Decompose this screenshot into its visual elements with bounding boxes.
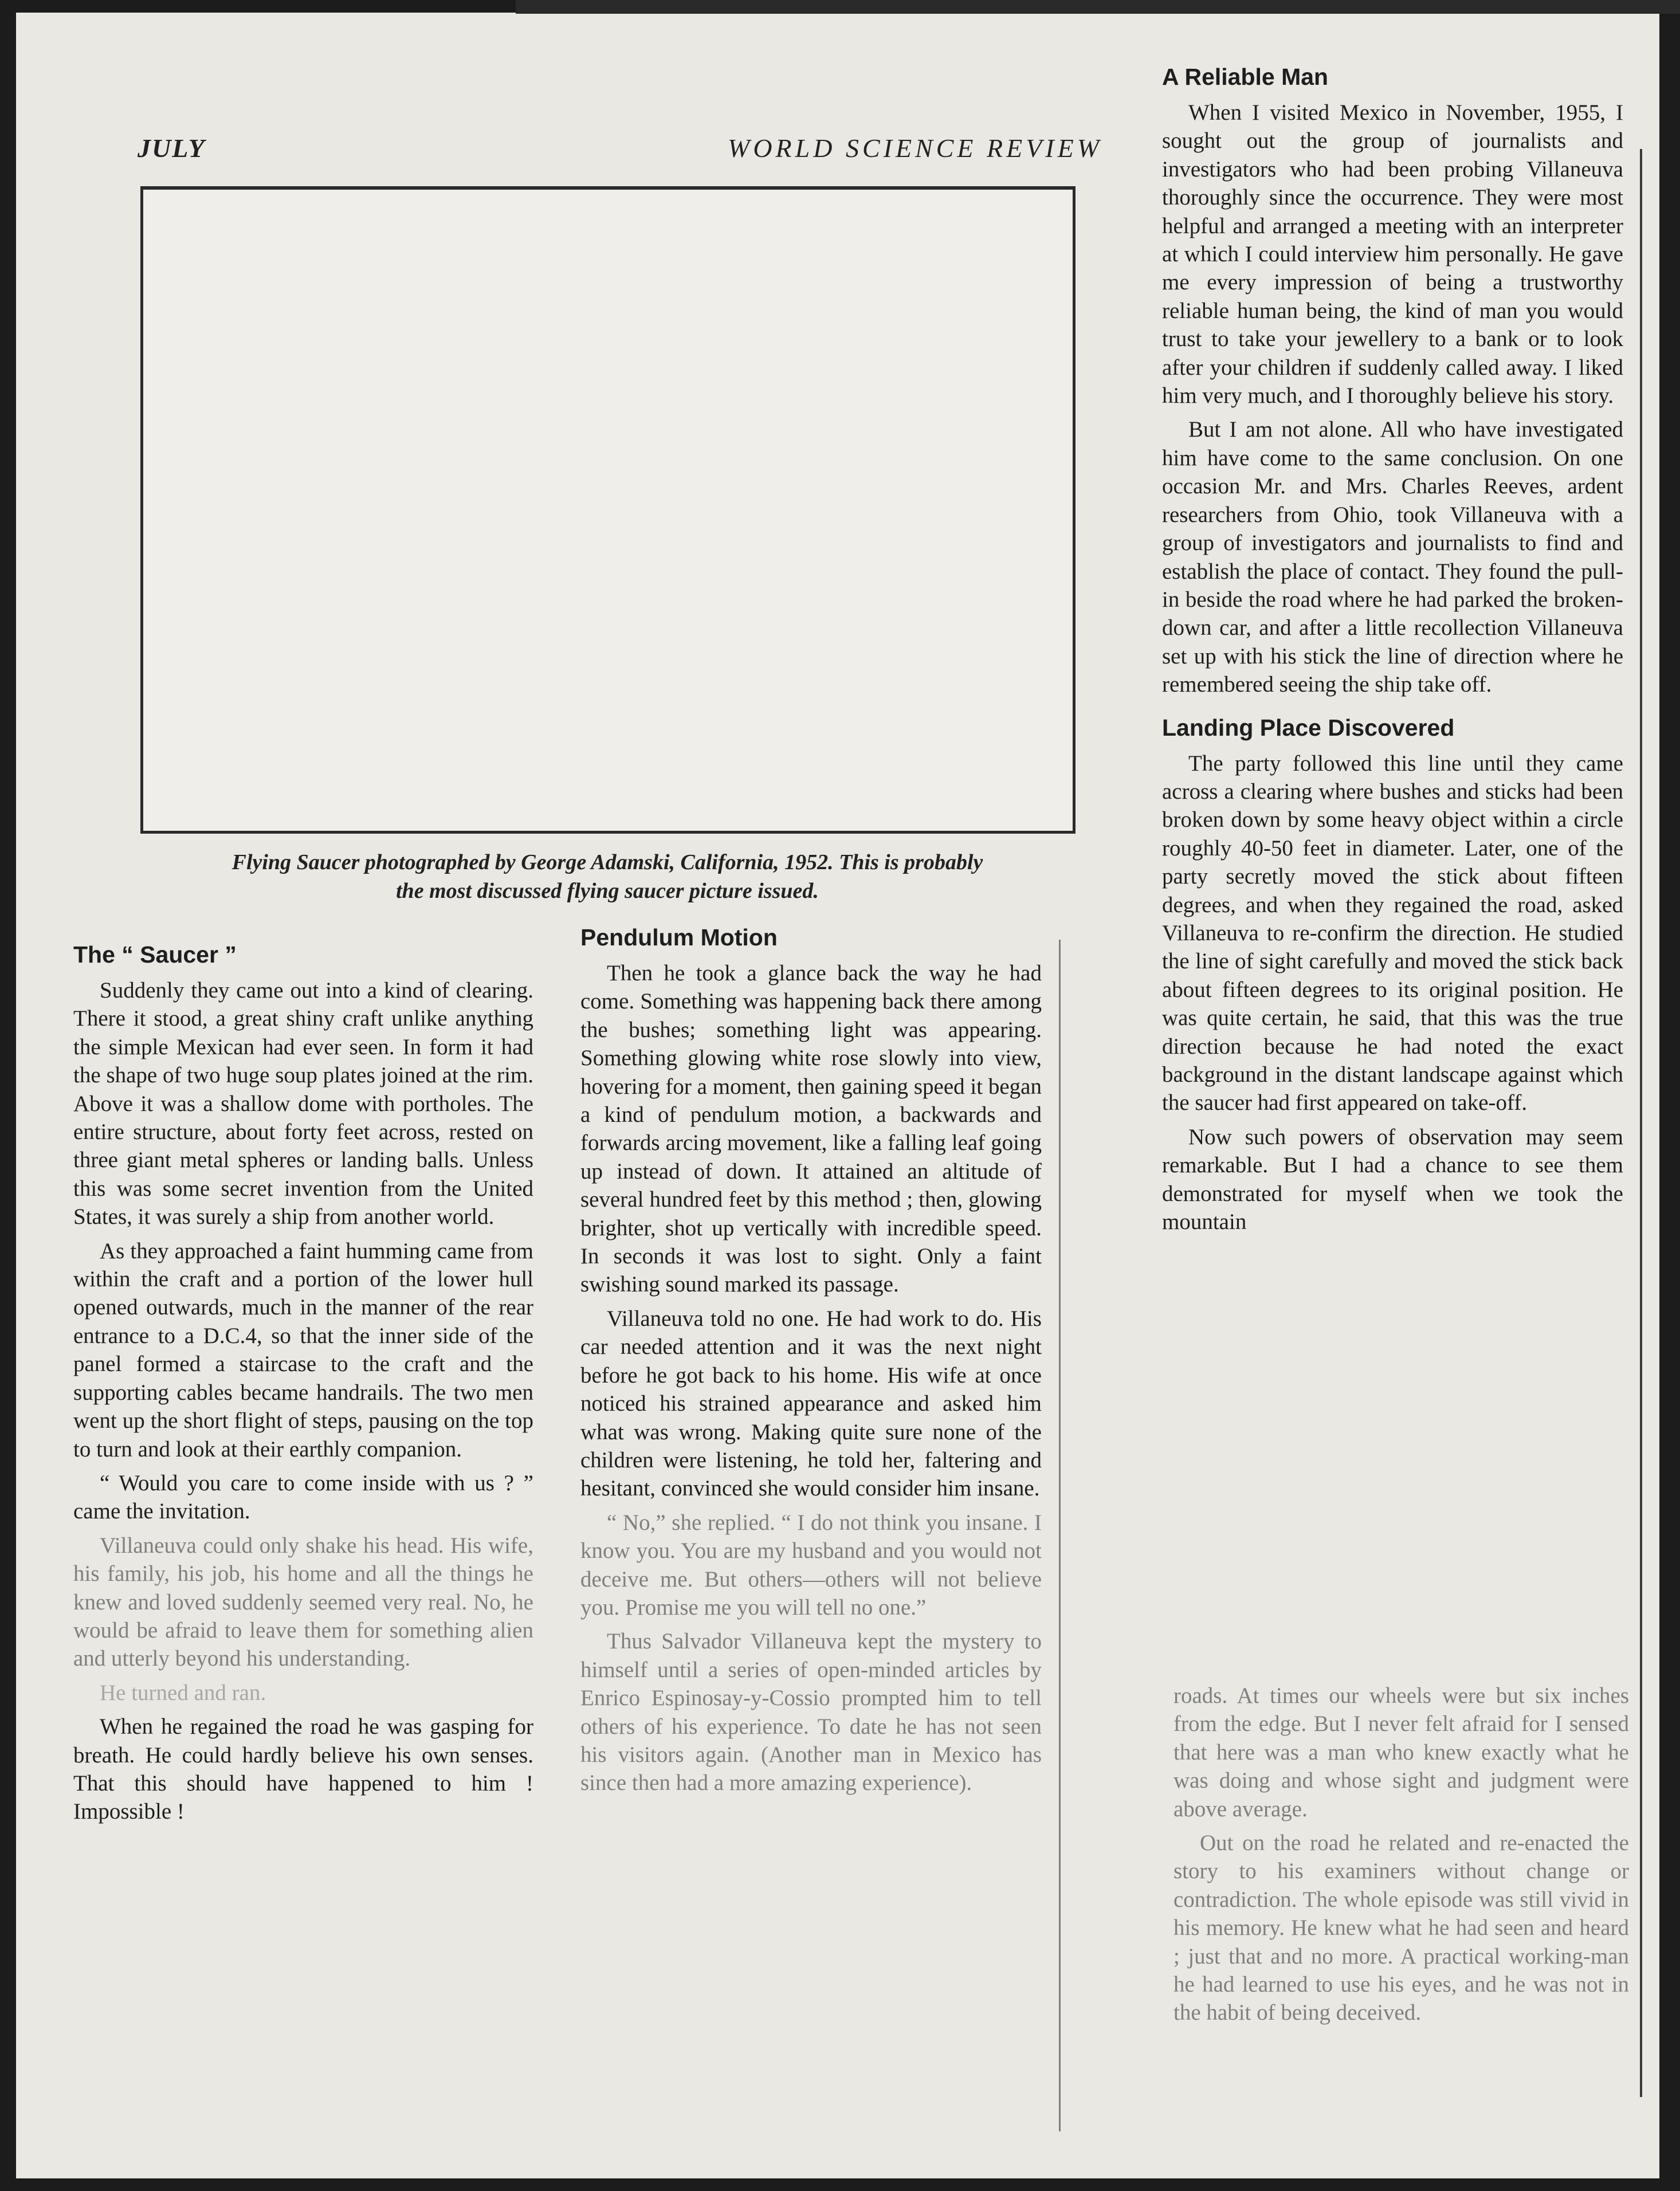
column-3-continued	[1173, 1682, 1629, 2033]
column-3	[1162, 62, 1623, 1242]
column-rule	[1059, 940, 1061, 2131]
header-month: JULY	[138, 133, 206, 163]
paragraph: Villaneuva told no one. He had work to do. His car needed attention and it was the next night before he got back to his home. His wife at once noticed his strained appearance and asked him what was wrong. Making quite sure none of the children were listening, he told her, faltering and hesitant, convinced she would consider him insane.	[580, 1306, 1042, 1501]
paragraph: When I visited Mexico in November, 1955, I sought out the group of journalists and investigators who had been probing Villaneuva thoroughly since the occurrence. They were most helpful and arranged a meeting with an interpreter at which I could interview him personally. He gave me every impression of being a trustworthy reliable human being, the kind of man you would trust to take your jewellery to a bank or to look after your children if suddenly called away. I liked him very much, and I thoroughly believe his story.	[1162, 100, 1623, 409]
photo-frame	[140, 186, 1075, 834]
heading-pendulum-motion: Pendulum Motion	[580, 924, 778, 951]
column-2	[580, 922, 1042, 1803]
photo-caption	[132, 848, 1083, 905]
paragraph: As they approached a faint humming came from within the craft and a portion of the lower hull opened outwards, much in the manner of the rear entrance to a D.C.4, so that the inner side of the panel formed a staircase to the craft and the supporting cables became handrails. The two men went up the short flight of steps, pausing on the top to turn and look at their earthly companion.	[73, 1238, 533, 1462]
caption-line-2: the most discussed flying saucer picture issued.	[396, 879, 819, 903]
scan-edge	[516, 0, 1680, 14]
caption-line-1: Flying Saucer photographed by George Adamski, California, 1952. This is probably	[231, 850, 983, 874]
paragraph: He turned and ran.	[100, 1680, 266, 1705]
column-1	[73, 940, 533, 1832]
paragraph: But I am not alone. All who have investigated him have come to the same conclusion. On one occasion Mr. and Mrs. Charles Reeves, ardent researchers from Ohio, took Villaneuva with a group of investigators and journalists to find and establish the place of contact. They found the pull-in beside the road where he had parked the broken-down car, and after a little recollection Villaneuva set up with his stick the line of direction where he remembered seeing the ship take off.	[1162, 417, 1623, 697]
paragraph: “ Would you care to come inside with us ? ” came the invitation.	[73, 1470, 533, 1524]
paragraph: Villaneuva could only shake his head. His wife, his family, his job, his home and all the things he knew and loved suddenly seemed very real. No, he would be afraid to leave them for something alien and utterly beyond his understanding.	[73, 1533, 533, 1671]
paragraph: “ No,” she replied. “ I do not think you insane. I know you. You are my husband and you would not deceive me. But others—others will not believe you. Promise me you will tell no one.”	[580, 1510, 1042, 1620]
paragraph: Suddenly they came out into a kind of clearing. There it stood, a great shiny craft unlike anything the simple Mexican had ever seen. In form it had the shape of two huge soup plates joined at the rim. Above it was a shallow dome with portholes. The entire structure, about forty feet across, rested on three giant metal spheres or landing balls. Unless this was some secret invention from the United States, it was surely a ship from another world.	[73, 978, 533, 1230]
heading-reliable-man: A Reliable Man	[1162, 64, 1329, 90]
paragraph: roads. At times our wheels were but six inches from the edge. But I never felt afraid for I sensed that here was a man who knew exactly what he was doing and whose sight and judgment were above average.	[1173, 1683, 1629, 1821]
heading-landing-place: Landing Place Discovered	[1162, 714, 1455, 741]
paragraph: When he regained the road he was gasping for breath. He could hardly believe his own senses. That this should have happened to him ! Impossible !	[73, 1714, 533, 1824]
paragraph: Then he took a glance back the way he had come. Something was happening back there among the bushes; something light was appearing. Something glowing white rose slowly into view, hovering for a moment, then gaining speed it began a kind of pendulum motion, a backwards and forwards arcing movement, like a falling leaf going up instead of down. It attained an altitude of several hundred feet by this method ; then, glowing brighter, shot up vertically with incredible speed. In seconds it was lost to sight. Only a faint swishing sound marked its passage.	[580, 961, 1042, 1297]
paragraph: Thus Salvador Villaneuva kept the mystery to himself until a series of open-minded articles by Enrico Espinosay-y-Cossio prompted him to tell others of his experience. To date he has not seen his visitors again. (Another man in Mexico has since then had a more amazing experience).	[580, 1629, 1042, 1796]
column-rule	[1640, 149, 1642, 2097]
paragraph: Now such powers of observation may seem remarkable. But I had a chance to see them demonstrated for myself when we took the mountain	[1162, 1124, 1623, 1235]
heading-saucer: The “ Saucer ”	[73, 941, 237, 968]
paragraph: The party followed this line until they came across a clearing where bushes and sticks had been broken down by some heavy object within a circle roughly 40-50 feet in diameter. Later, one of the party secretly moved the stick about fifteen degrees, and when they regained the road, asked Villaneuva to re-confirm the direction. He studied the line of sight carefully and moved the stick back about fifteen degrees to its original position. He was quite certain, he said, that this was the true direction because he had noted the exact background in the distant landscape against which the saucer had first appeared on take-off.	[1162, 751, 1623, 1116]
paragraph: Out on the road he related and re-enacted the story to his examiners without change or contradiction. The whole episode was still vivid in his memory. He knew what he had seen and heard ; just that and no more. A practical working-man he had learned to use his eyes, and he was not in the habit of being deceived.	[1173, 1831, 1629, 2025]
header-publication: WORLD SCIENCE REVIEW	[728, 133, 1103, 163]
